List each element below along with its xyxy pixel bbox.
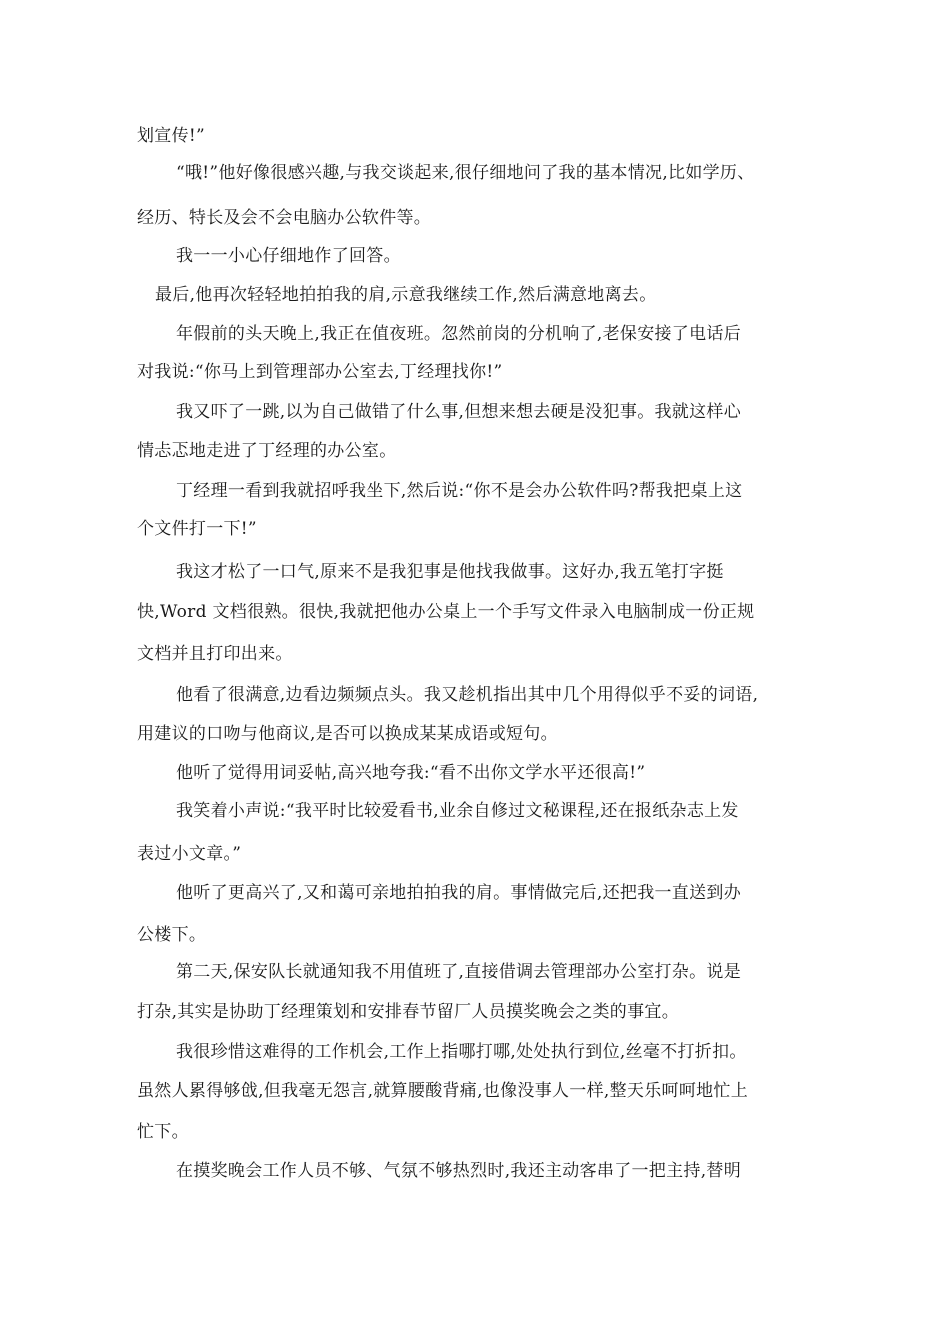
text-line-26: 忙下。: [137, 1122, 189, 1142]
text-line-12: 我这才松了一口气,原来不是我犯事是他找我做事。这好办,我五笔打字挺: [176, 562, 724, 582]
text-line-7: 对我说:“你马上到管理部办公室去,丁经理找你!”: [137, 362, 503, 382]
text-line-23: 打杂,其实是协助丁经理策划和安排春节留厂人员摸奖晚会之类的事宜。: [137, 1002, 680, 1022]
text-line-15: 他看了很满意,边看边频频点头。我又趁机指出其中几个用得似乎不妥的词语,: [176, 685, 759, 705]
text-line-9: 情忐忑地走进了丁经理的办公室。: [137, 441, 397, 461]
text-line-18: 我笑着小声说:“我平时比较爱看书,业余自修过文秘课程,还在报纸杂志上发: [176, 801, 739, 821]
text-line-19: 表过小文章。”: [137, 844, 242, 864]
text-line-22: 第二天,保安队长就通知我不用值班了,直接借调去管理部办公室打杂。说是: [176, 962, 742, 982]
text-line-25: 虽然人累得够戗,但我毫无怨言,就算腰酸背痛,也像没事人一样,整天乐呵呵地忙上: [137, 1081, 749, 1101]
text-line-16: 用建议的口吻与他商议,是否可以换成某某成语或短句。: [137, 724, 558, 744]
text-line-3: 经历、特长及会不会电脑办公软件等。: [137, 208, 432, 228]
text-line-24: 我很珍惜这难得的工作机会,工作上指哪打哪,处处执行到位,丝毫不打折扣。: [176, 1042, 747, 1062]
text-line-17: 他听了觉得用词妥帖,高兴地夸我:“看不出你文学水平还很高!”: [176, 763, 646, 783]
text-line-8: 我又吓了一跳,以为自己做错了什么事,但想来想去硬是没犯事。我就这样心: [176, 402, 742, 422]
text-line-4: 我一一小心仔细地作了回答。: [176, 246, 401, 266]
text-line-20: 他听了更高兴了,又和蔼可亲地拍拍我的肩。事情做完后,还把我一直送到办: [176, 883, 742, 903]
text-line-11: 个文件打一下!”: [137, 519, 257, 539]
text-line-6: 年假前的头天晚上,我正在值夜班。忽然前岗的分机响了,老保安接了电话后: [176, 324, 742, 344]
text-line-2: “哦!”他好像很感兴趣,与我交谈起来,很仔细地问了我的基本情况,比如学历、: [176, 163, 755, 183]
text-line-10: 丁经理一看到我就招呼我坐下,然后说:“你不是会办公软件吗?帮我把桌上这: [176, 481, 743, 501]
text-line-1: 划宣传!”: [137, 126, 206, 146]
text-line-14: 文档并且打印出来。: [137, 644, 293, 664]
text-line-27: 在摸奖晚会工作人员不够、气氛不够热烈时,我还主动客串了一把主持,替明: [176, 1161, 742, 1181]
text-line-5: 最后,他再次轻轻地拍拍我的肩,示意我继续工作,然后满意地离去。: [155, 285, 657, 305]
text-line-13: 快,Word 文档很熟。很快,我就把他办公桌上一个手写文件录入电脑制成一份正规: [137, 602, 755, 622]
text-line-21: 公楼下。: [137, 925, 207, 945]
